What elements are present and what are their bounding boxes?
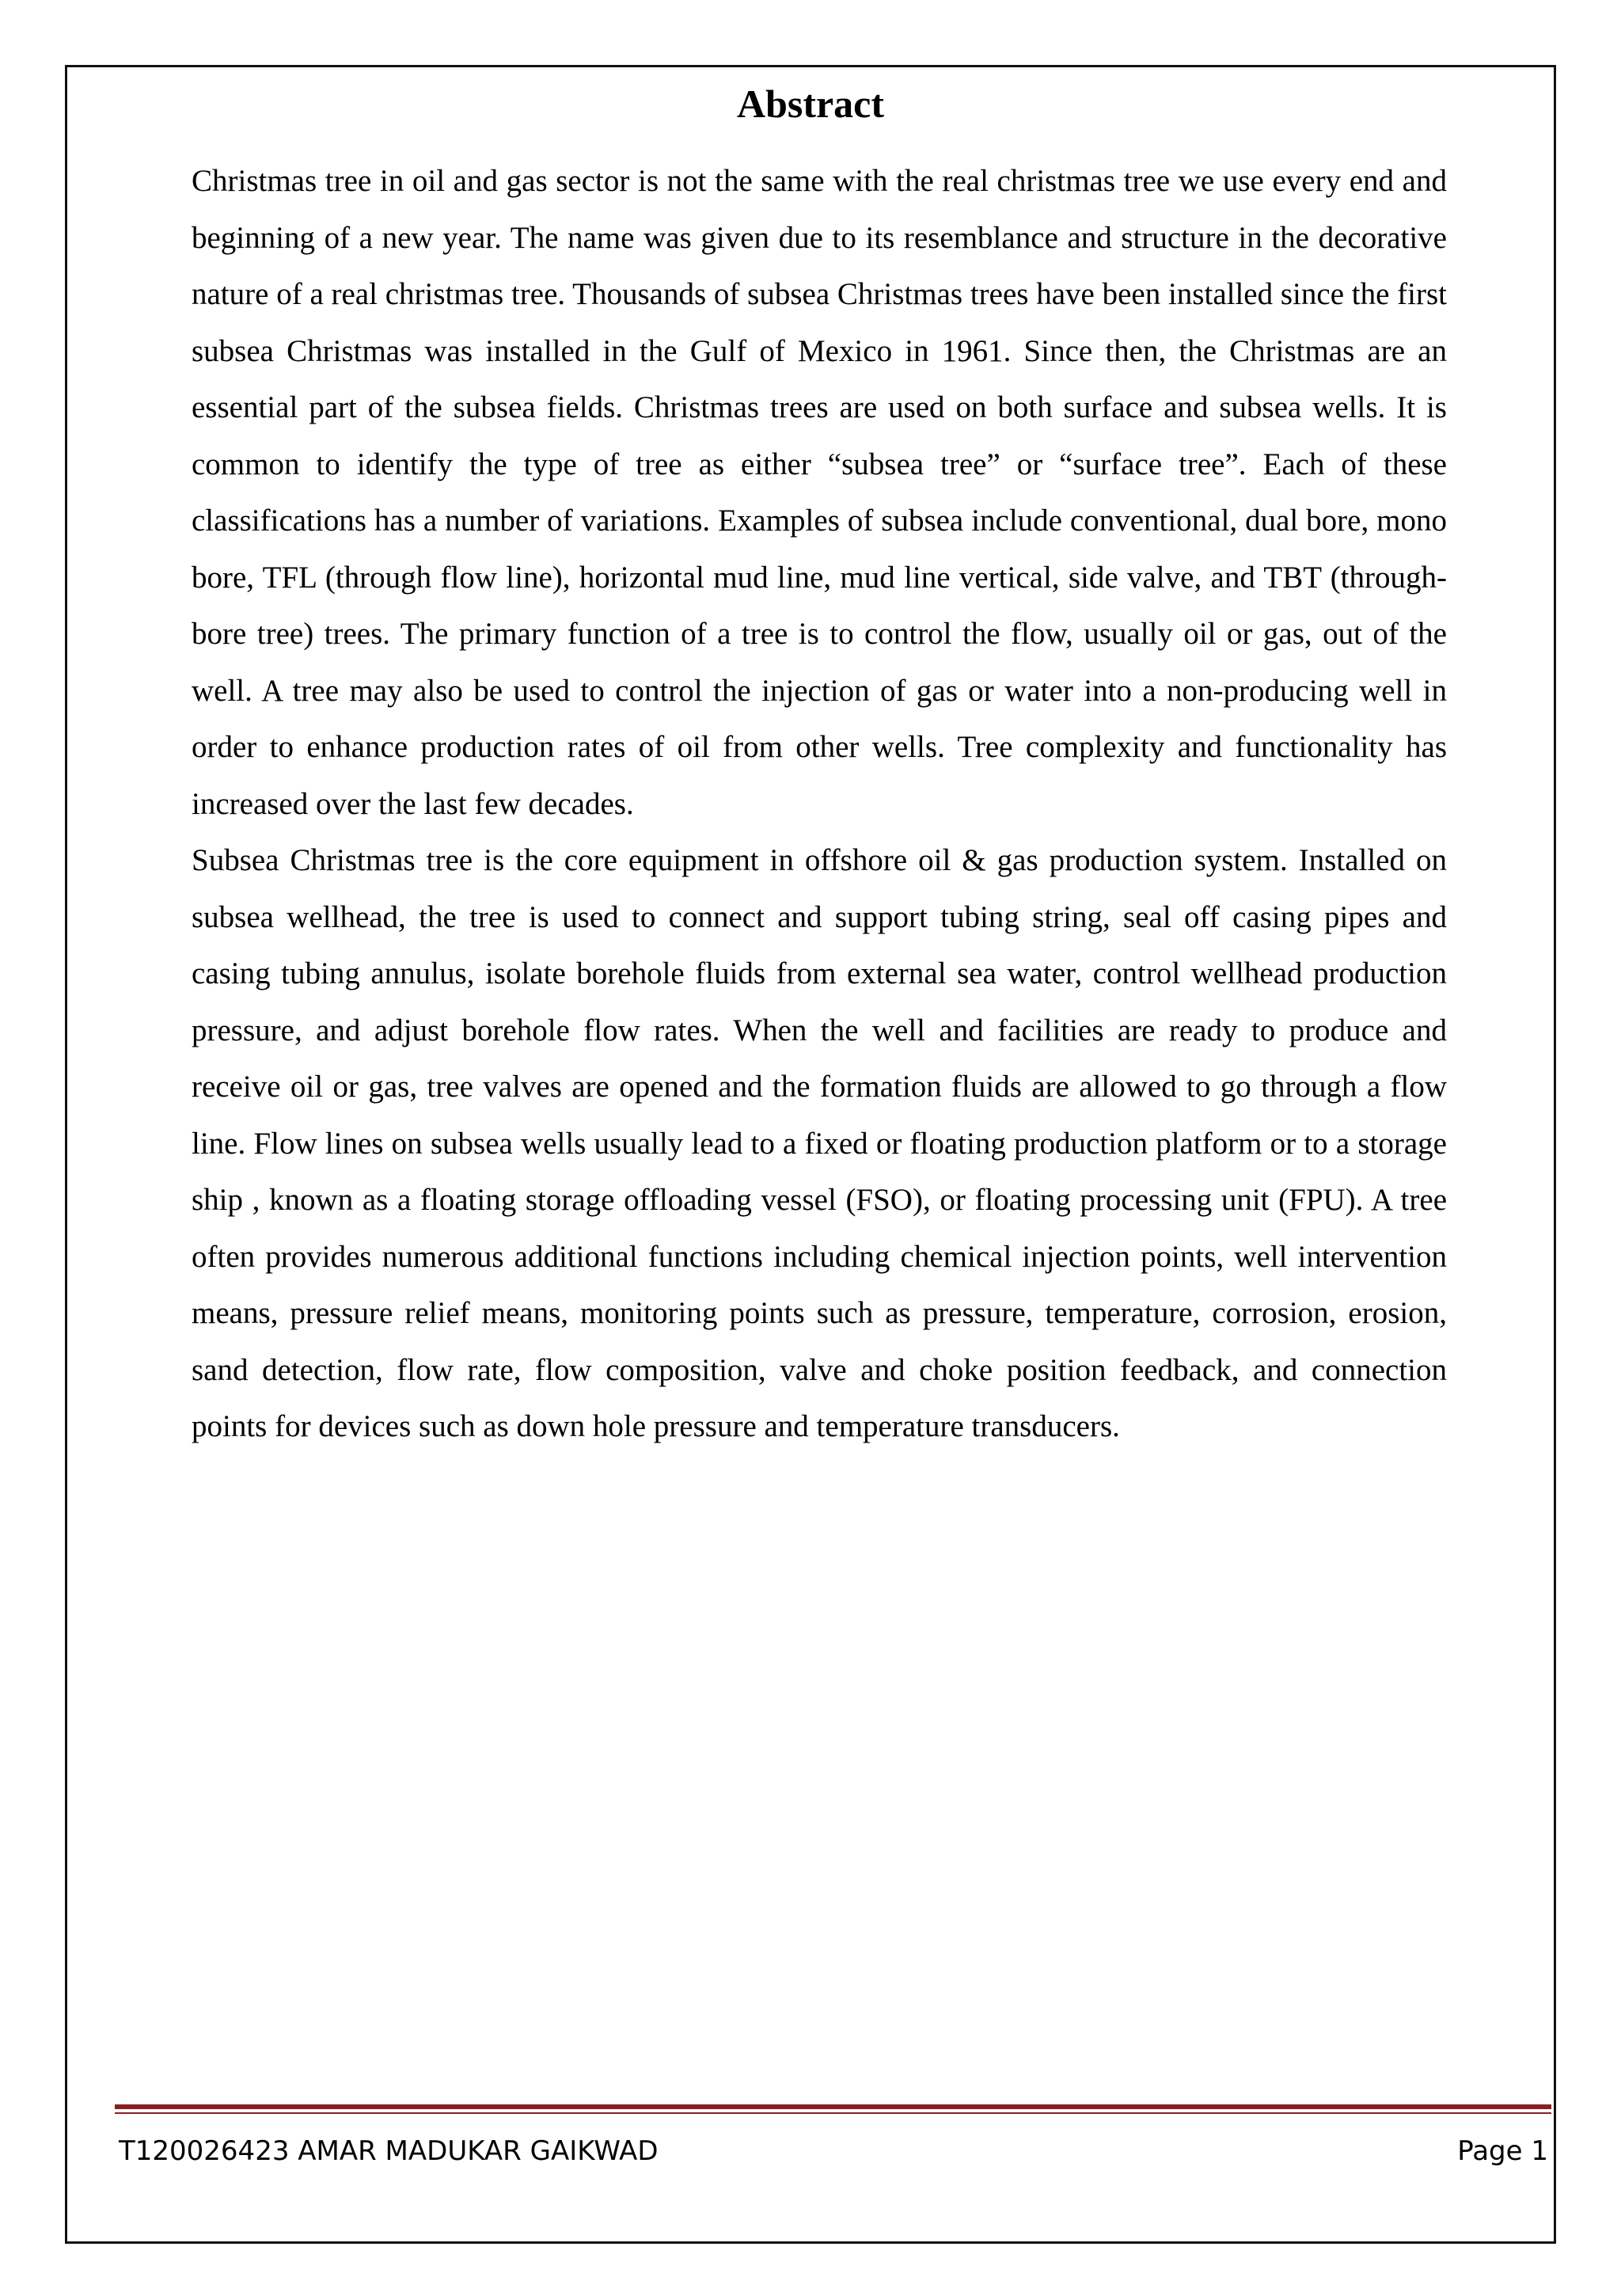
footer-rule [115,2104,1551,2109]
footer-page-number: Page 1 [1457,2135,1548,2167]
footer-rule-thin [115,2112,1551,2114]
abstract-body [192,153,1447,1455]
document-title: Abstract [736,82,885,126]
abstract-paragraph-2: Subsea Christmas tree is the core equipment in offshore oil & gas production system. Installed on subsea wellhead, the tree is used to connect and support tubing string, seal off casing pipes and casing tubing annulus, isolate borehole fluids from external sea water, control wellhead production pressure, and adjust borehole flow rates. When the well and facilities are ready to produce and receive oil or gas, tree valves are opened and the formation fluids are allowed to go through a flow line. Flow lines on subsea wells usually lead to a fixed or floating production platform or to a storage ship , known as a floating storage offloading vessel (FSO), or floating processing unit (FPU). A tree often provides numerous additional functions including chemical injection points, well intervention means, pressure relief means, monitoring points such as pressure, temperature, corrosion, erosion, sand detection, flow rate, flow composition, valve and choke position feedback, and connection points for devices such as down hole pressure and temperature transducers. [192,843,1447,1443]
footer-author-id: T120026423 AMAR MADUKAR GAIKWAD [119,2135,659,2167]
abstract-paragraph-1: Christmas tree in oil and gas sector is not the same with the real christmas tree we use every end and beginning of a new year. The name was given due to its resemblance and structure in the decorative nature of a real christmas tree. Thousands of subsea Christmas trees have been installed since the first subsea Christmas was installed in the Gulf of Mexico in 1961. Since then, the Christmas are an essential part of the subsea fields. Christmas trees are used on both surface and subsea wells. It is common to identify the type of tree as either “subsea tree” or “surface tree”. Each of these classifications has a number of variations. Examples of subsea include conventional, dual bore, mono bore, TFL (through flow line), horizontal mud line, mud line vertical, side valve, and TBT (through-bore tree) trees. The primary function of a tree is to control the flow, usually oil or gas, out of the well. A tree may also be used to control the injection of gas or water into a non-producing well in order to enhance production rates of oil from other wells. Tree complexity and functionality has increased over the last few decades. [192,164,1447,821]
